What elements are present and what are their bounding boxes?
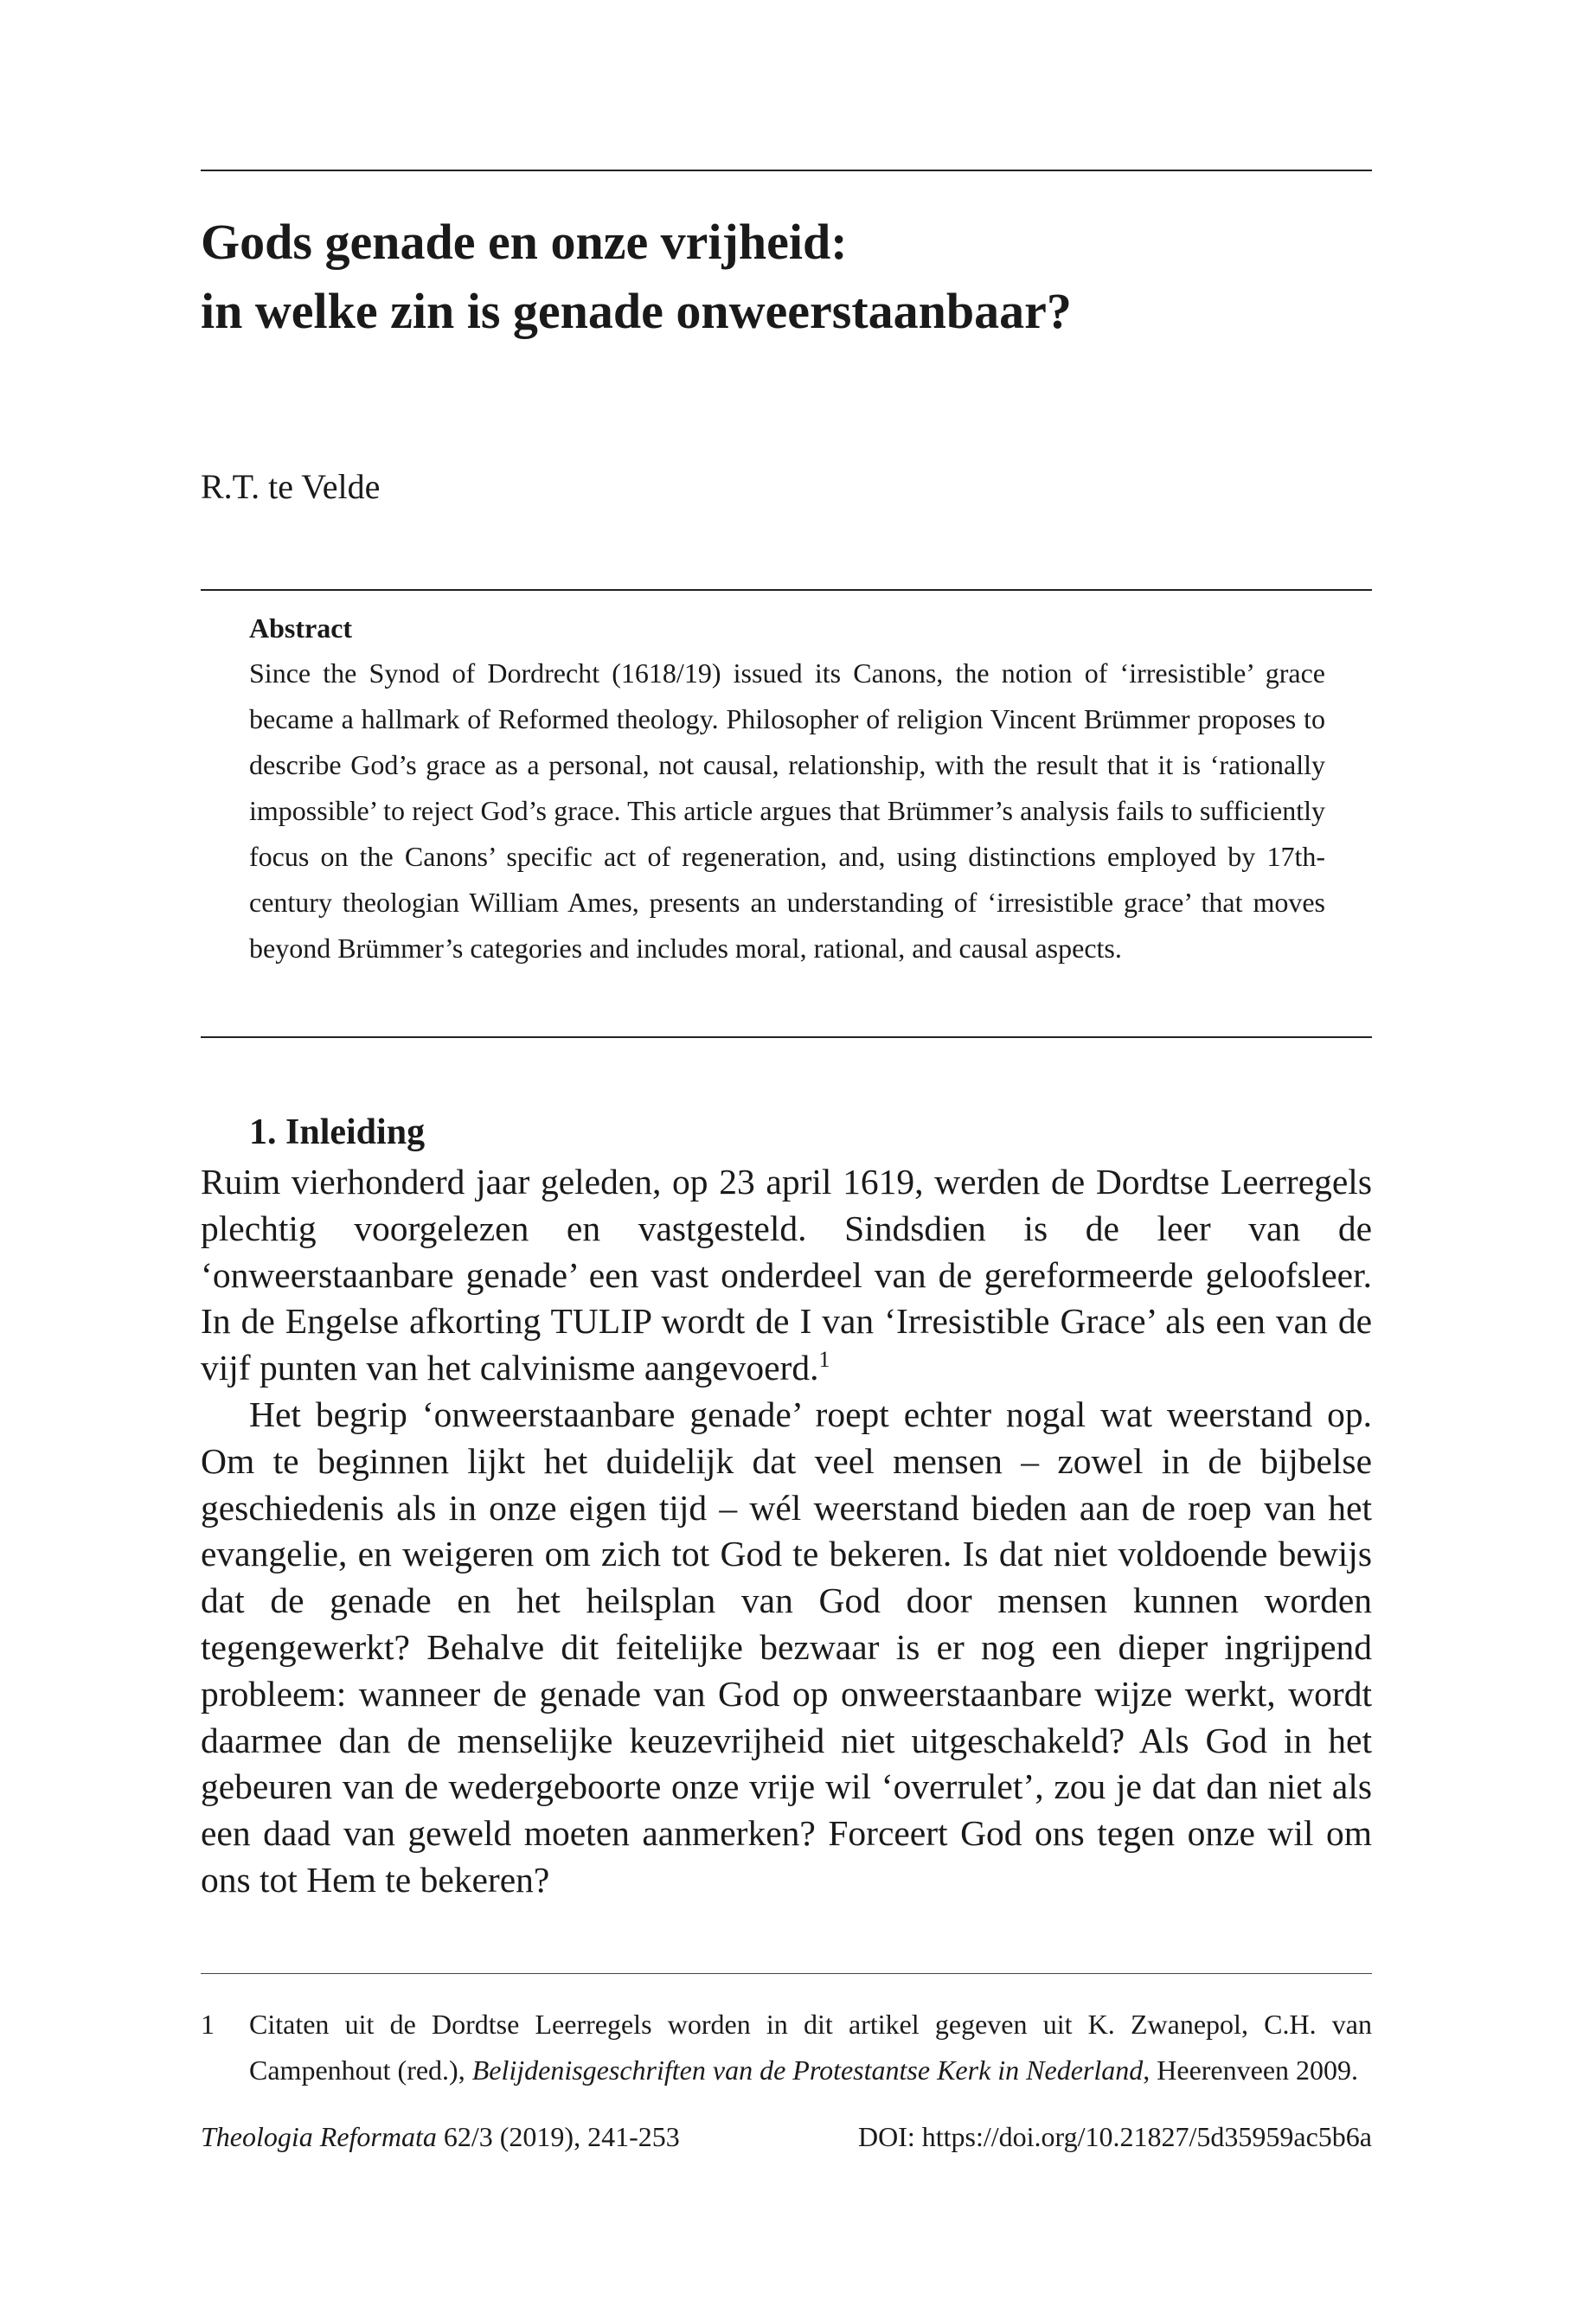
abstract-top-rule xyxy=(201,589,1372,591)
journal-issue: 62/3 (2019), 241-253 xyxy=(436,2121,680,2152)
article-title-line-2: in welke zin is genade onweerstaanbaar? xyxy=(201,283,1072,339)
abstract-text: Since the Synod of Dordrecht (1618/19) issued its Canons, the notion of ‘irresistible’ grace became a hallmark of Reformed theology. Philosopher of religion Vincent Brümmer proposes to describe God’s grace as a personal, not causal, relationship, with the result that it is ‘rationally impossible’ to reject God’s grace. This article argues that Brümmer’s analysis fails to sufficiently focus on the Canons’ specific act of regeneration, and, using distinctions employed by 17th-century theologian William Ames, presents an understanding of ‘irresistible grace’ that moves beyond Brümmer’s categories and includes moral, rational, and causal aspects. xyxy=(249,657,1325,964)
body-text xyxy=(201,1159,1372,1904)
top-rule xyxy=(201,170,1372,171)
footnote-number: 1 xyxy=(201,2009,215,2040)
journal-name: Theologia Reformata xyxy=(201,2121,437,2152)
footnote-text-before: Citaten uit de Dordtse Leerregels worden in dit artikel gegeven uit K. Zwanepol, C.H. van Campenhout (red.), xyxy=(249,2009,1372,2086)
footnote xyxy=(201,2002,1372,2093)
footnote-text-after: , Heerenveen 2009. xyxy=(1143,2054,1359,2086)
footnote-book-title: Belijdenisgeschriften van de Protestantse Kerk in Nederland xyxy=(471,2054,1144,2086)
author-name: R.T. te Velde xyxy=(201,467,381,506)
footnote-text xyxy=(249,2002,1372,2093)
abstract-section xyxy=(249,606,1325,971)
footnote-reference: 1 xyxy=(818,1347,830,1373)
body-paragraph-1-text: Ruim vierhonderd jaar geleden, op 23 april 1619, werden de Dordtse Leerregels plechtig voorgelezen en vastgesteld. Sindsdien is de leer van de ‘onweerstaanbare genade’ een vast onderdeel van de gereformeerde geloofsleer. In de Engelse afkorting TULIP wordt de I van ‘Irresistible Grace’ als een van de vijf punten van het calvinisme aangevoerd. xyxy=(201,1162,1372,1388)
abstract-heading: Abstract xyxy=(249,612,353,644)
body-paragraph-2: Het begrip ‘onweerstaanbare genade’ roept echter nogal wat weerstand op. Om te beginnen lijkt het duidelijk dat veel mensen – zowel in de bijbelse geschiedenis als in onze eigen tijd – wél weerstand bieden aan de roep van het evangelie, en weigeren om zich tot God te bekeren. Is dat niet voldoende bewijs dat de genade en het heilsplan van God door mensen kunnen worden tegengewerkt? Behalve dit feitelijke bezwaar is er nog een dieper ingrijpend probleem: wanneer de genade van God op onweerstaanbare wijze werkt, wordt daarmee dan de menselijke keuzevrijheid niet uitgeschakeld? Als God in het gebeuren van de wedergeboorte onze vrije wil ‘overrulet’, zou je dat dan niet als een daad van geweld moeten aanmerken? Forceert God ons tegen onze wil om ons tot Hem te bekeren? xyxy=(201,1394,1372,1900)
article-title xyxy=(201,208,1372,346)
body-paragraph-1 xyxy=(201,1159,1372,1392)
footnote-rule xyxy=(201,1973,1372,1974)
abstract-bottom-rule xyxy=(201,1036,1372,1038)
journal-citation xyxy=(201,2116,680,2157)
article-title-line-1: Gods genade en onze vrijheid: xyxy=(201,214,848,270)
section-heading: 1. Inleiding xyxy=(249,1112,426,1152)
doi-link[interactable]: DOI: https://doi.org/10.21827/5d35959ac5b6a xyxy=(857,2121,1372,2152)
